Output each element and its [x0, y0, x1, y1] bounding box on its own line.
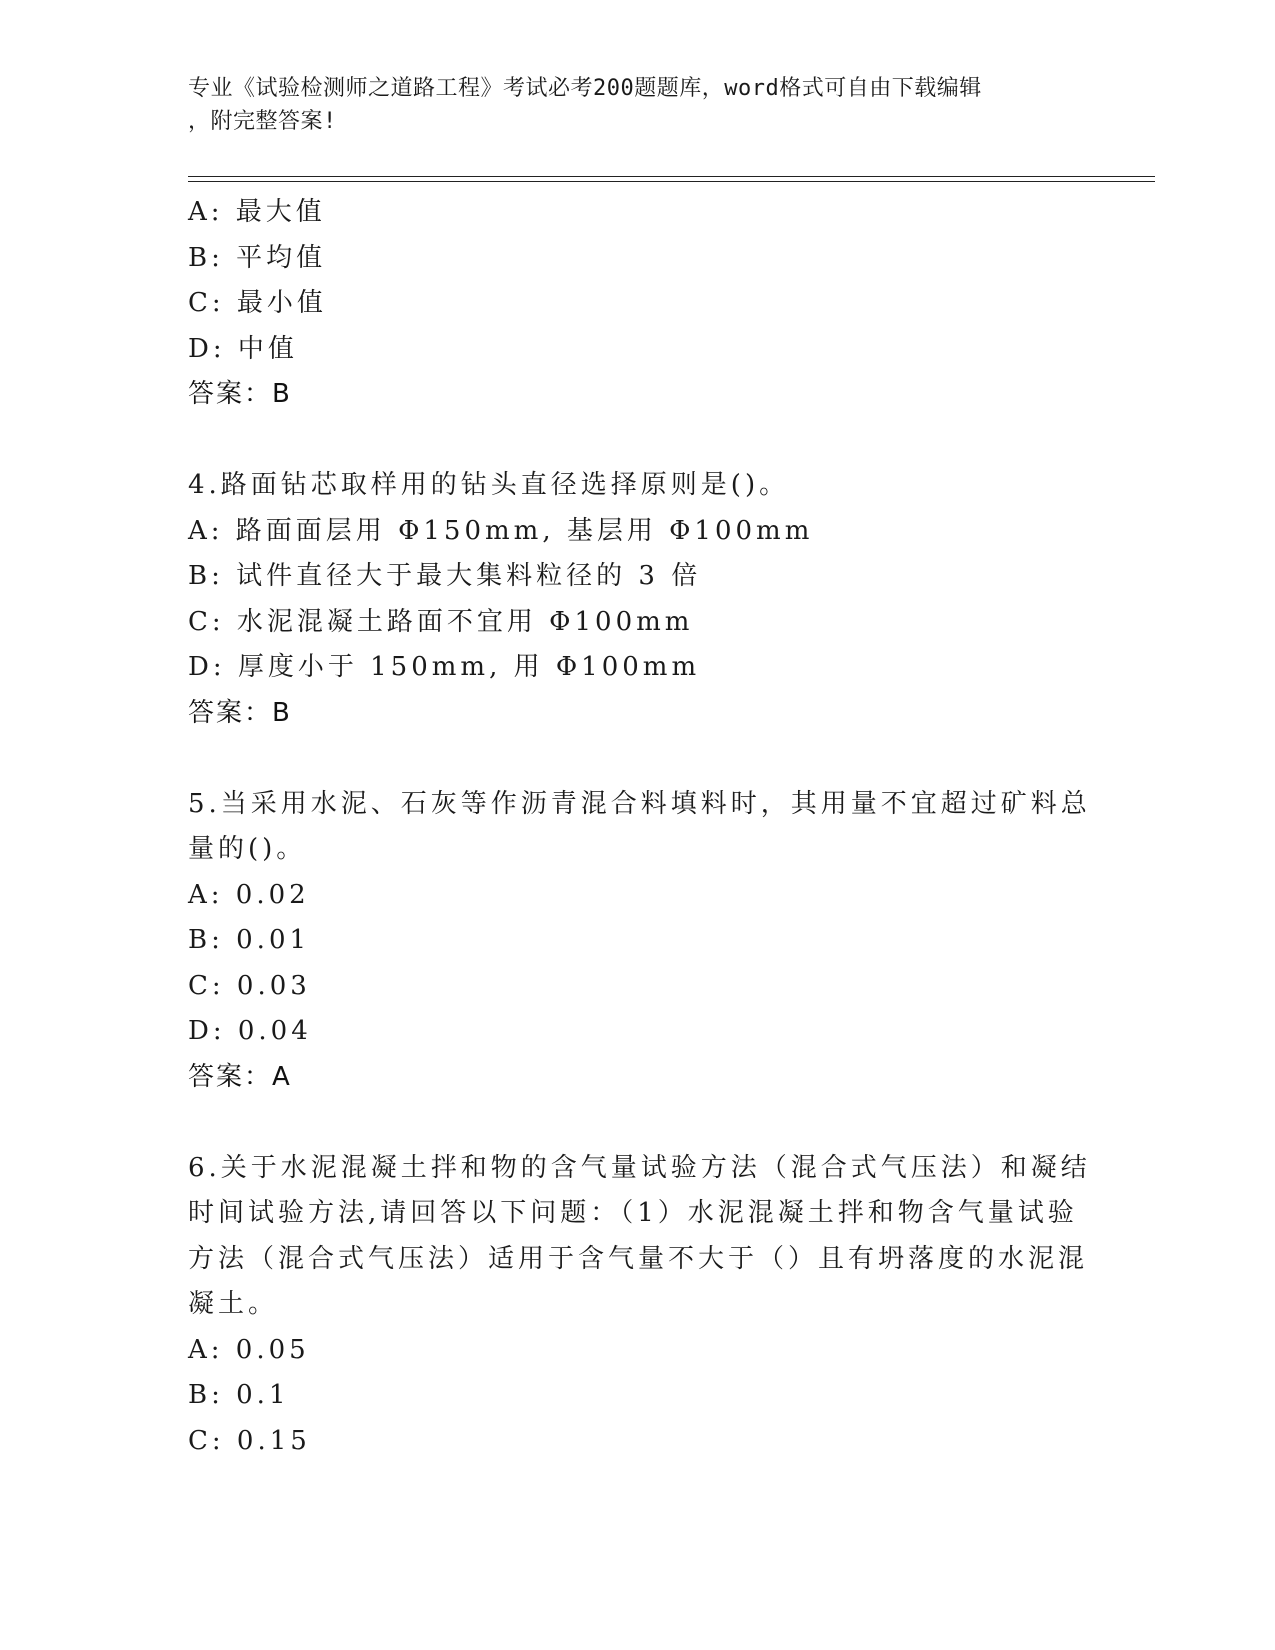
option-c: C: 水泥混凝土路面不宜用 Φ100mm — [188, 606, 694, 637]
document-header — [188, 72, 1068, 138]
option-a: A: 0.05 — [188, 1334, 310, 1365]
question-4 — [188, 463, 1068, 736]
question-text-line-4: 凝土。 — [188, 1289, 279, 1319]
option-b: B: 试件直径大于最大集料粒径的 3 倍 — [188, 561, 702, 591]
question-text: 4.路面钻芯取样用的钻头直径选择原则是()。 — [188, 470, 790, 500]
header-divider-bottom — [188, 181, 1155, 182]
header-title-line-2: ，附完整答案! — [188, 109, 337, 134]
spacer — [188, 1100, 1068, 1146]
answer-line: 答案：A — [188, 1061, 292, 1092]
option-b: B: 平均值 — [188, 242, 327, 273]
question-6 — [188, 1146, 1091, 1465]
question-text-line-1: 5.当采用水泥、石灰等作沥青混合料填料时，其用量不宜超过矿料总 — [188, 788, 1091, 819]
answer-line: 答案：B — [188, 379, 292, 409]
option-b: B: 0.01 — [188, 925, 311, 955]
option-d: D: 厚度小于 150mm, 用 Φ100mm — [188, 652, 701, 682]
option-a: A: 0.02 — [188, 879, 310, 910]
question-text-line-2: 时间试验方法,请回答以下问题：（1）水泥混凝土拌和物含气量试验 — [188, 1198, 1078, 1228]
spacer — [188, 418, 1068, 464]
option-a: A: 最大值 — [188, 197, 326, 227]
option-d: D: 中值 — [188, 333, 298, 364]
answer-line: 答案：B — [188, 697, 292, 728]
option-c: C: 最小值 — [188, 288, 327, 318]
option-a: A: 路面面层用 Φ150mm, 基层用 Φ100mm — [188, 515, 814, 546]
spacer — [188, 736, 1068, 782]
header-divider-top — [188, 176, 1155, 177]
option-c: C: 0.15 — [188, 1425, 311, 1456]
option-b: B: 0.1 — [188, 1380, 290, 1410]
question-5 — [188, 782, 1091, 1101]
question-text-line-3: 方法（混合式气压法）适用于含气量不大于（）且有坍落度的水泥混 — [188, 1243, 1089, 1274]
option-c: C: 0.03 — [188, 970, 311, 1001]
question-3 — [188, 190, 1068, 418]
question-list — [188, 190, 1091, 1464]
question-text-line-2: 量的()。 — [188, 834, 307, 864]
option-d: D: 0.04 — [188, 1016, 312, 1046]
question-text-line-1: 6.关于水泥混凝土拌和物的含气量试验方法（混合式气压法）和凝结 — [188, 1152, 1091, 1183]
header-title-line-1: 专业《试验检测师之道路工程》考试必考200题题库，word格式可自由下载编辑 — [188, 76, 982, 101]
